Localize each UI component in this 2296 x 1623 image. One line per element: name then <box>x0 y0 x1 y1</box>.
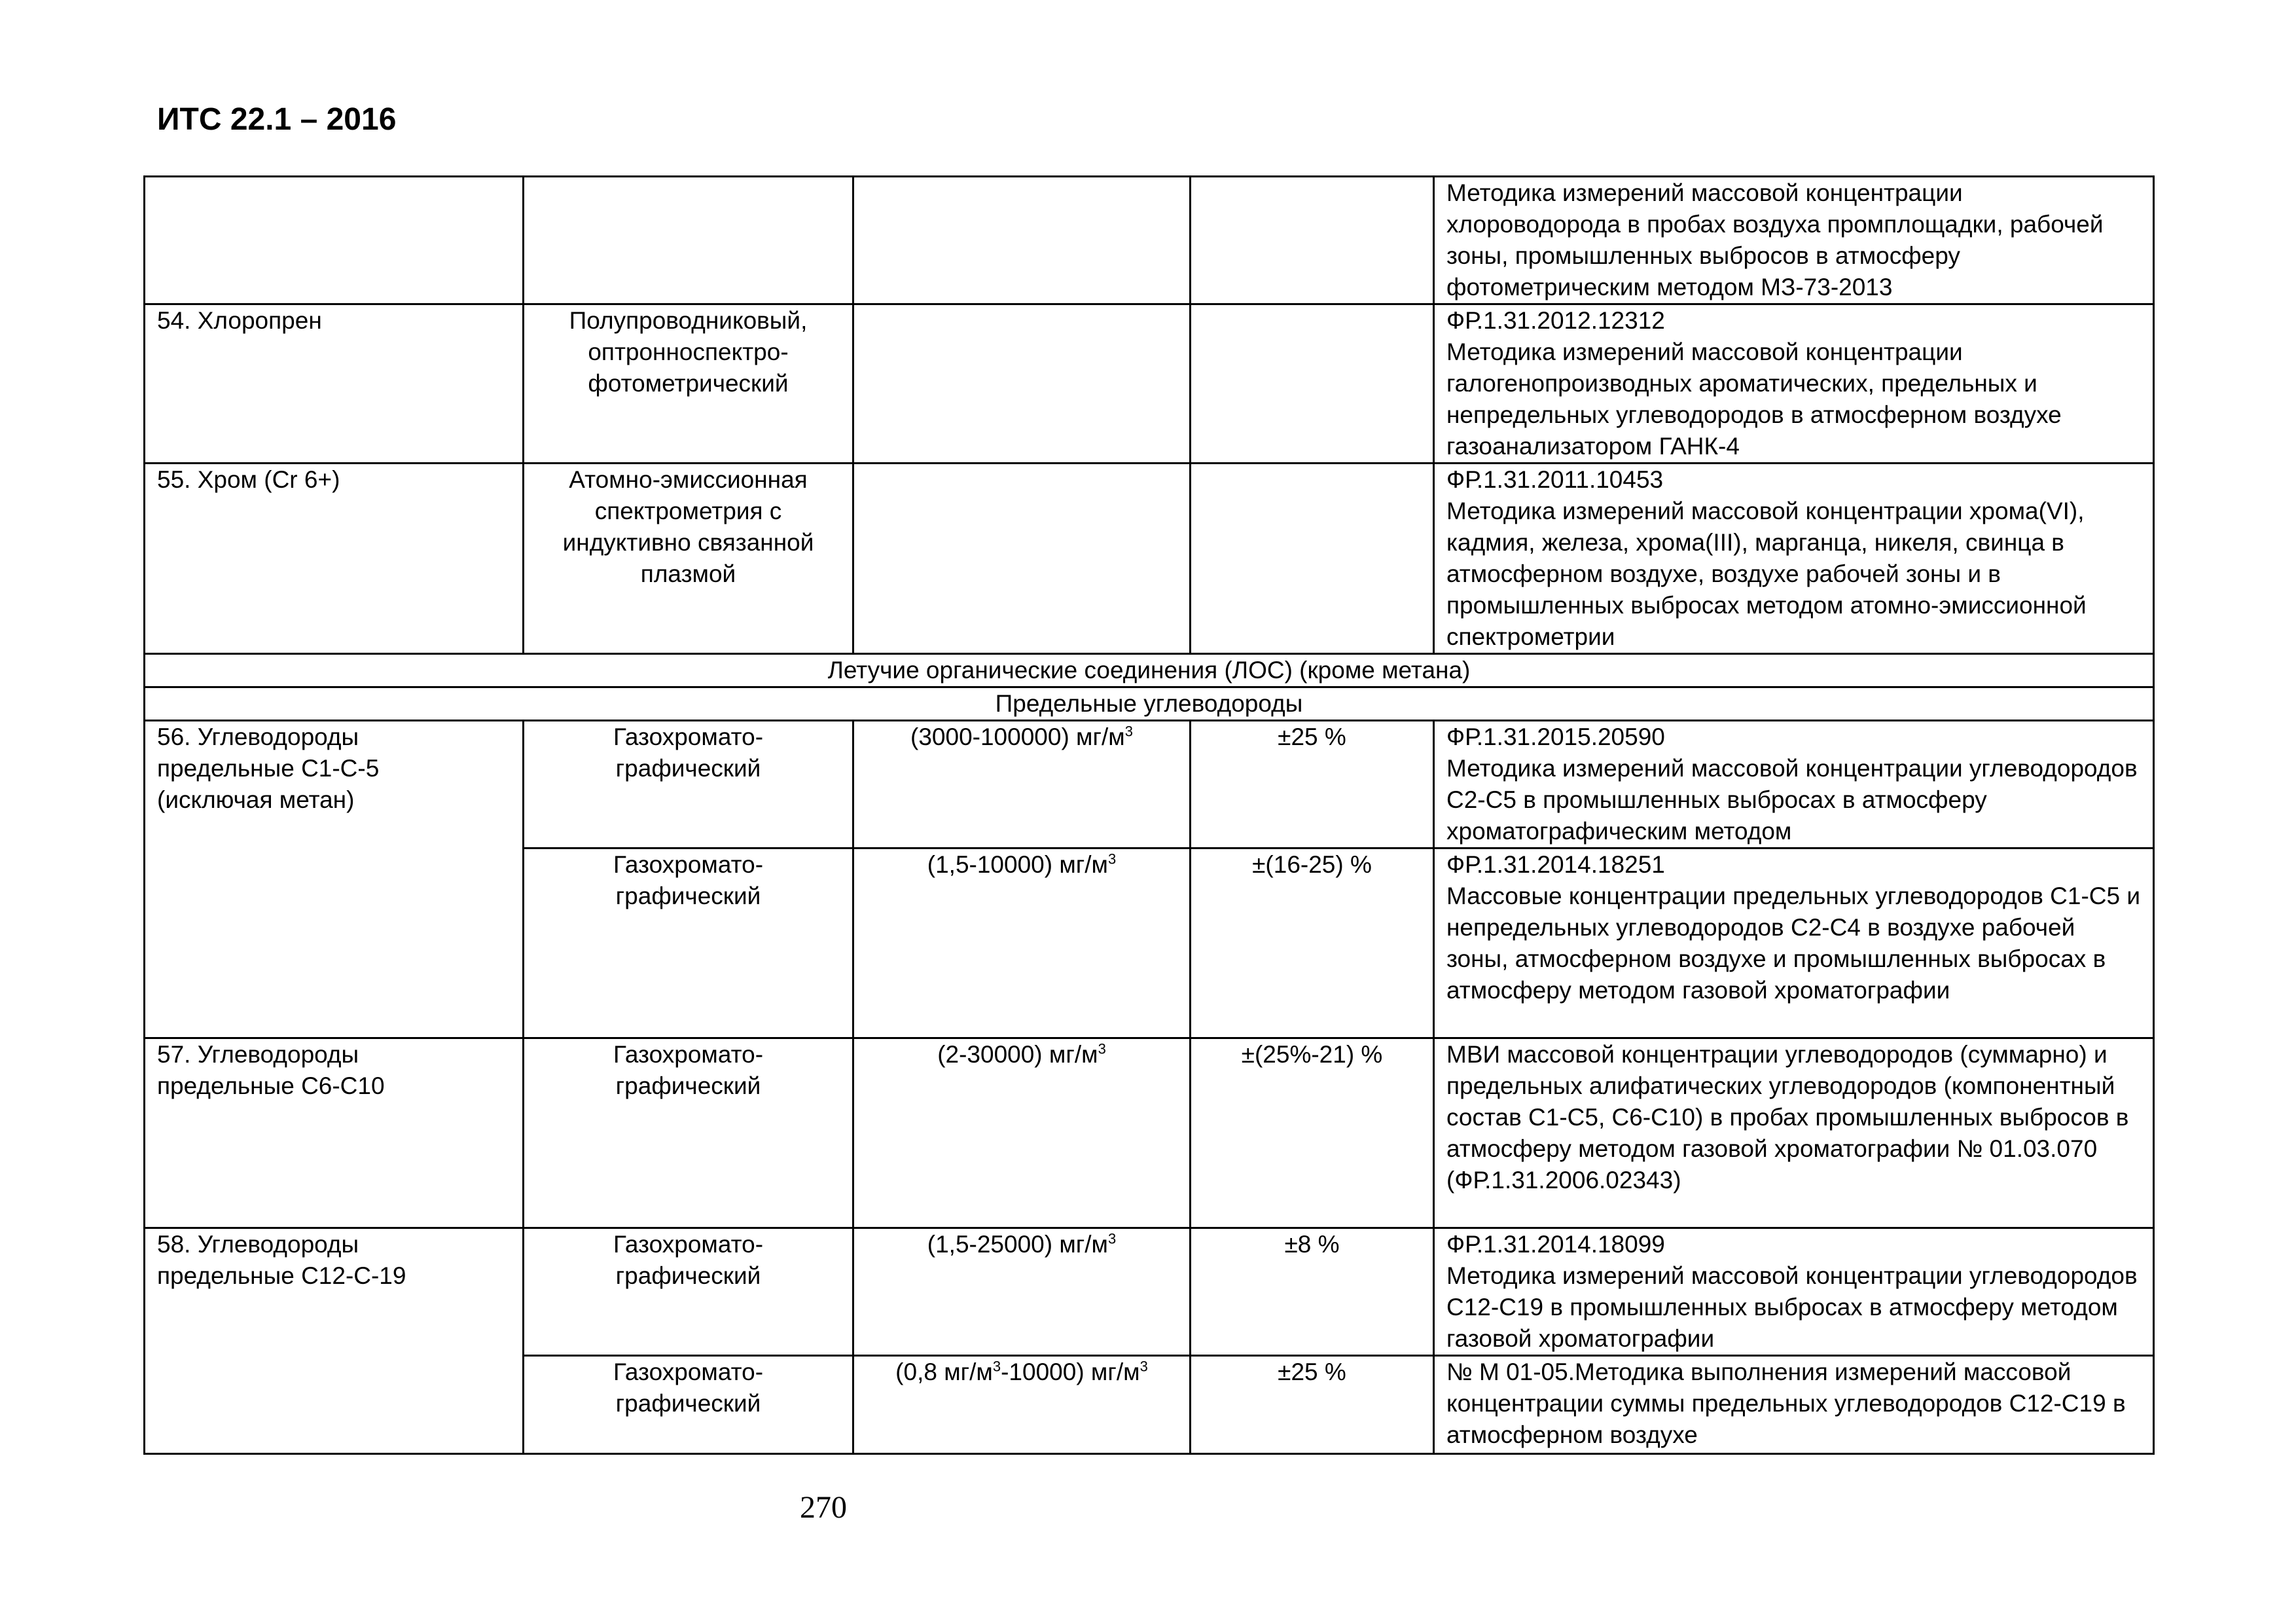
document-cell <box>1434 464 2154 654</box>
table-row <box>145 721 2154 848</box>
range-value: (1,5-10000) мг/м <box>927 851 1108 878</box>
document-description: Методика измерений массовой концентрации хлороводорода в пробах воздуха промплощадки, рабочей зоны, промышленных выбросов в атмосферу фотометрическим методом МЗ-73-2013 <box>1446 179 2104 301</box>
range-cell <box>853 1356 1191 1454</box>
methods-table <box>143 175 2155 1455</box>
substance-cell: 54. Хлоропрен <box>145 304 524 464</box>
range-cell <box>853 848 1191 1038</box>
document-code: ФР.1.31.2014.18251 <box>1446 851 1665 878</box>
error-cell <box>1191 177 1434 304</box>
range-value: (0,8 мг/м <box>895 1359 993 1385</box>
document-cell <box>1434 1228 2154 1356</box>
range-cell <box>853 177 1191 304</box>
document-cell <box>1434 177 2154 304</box>
range-exponent: 3 <box>1098 1040 1106 1057</box>
range-cell <box>853 721 1191 848</box>
document-code: ФР.1.31.2011.10453 <box>1446 466 1664 493</box>
substance-cell: 56. Углеводороды предельные С1-С-5 (исключая метан) <box>145 721 524 1038</box>
range-value: (2-30000) мг/м <box>937 1041 1098 1068</box>
page-number: 270 <box>800 1490 847 1525</box>
substance-cell: 55. Хром (Cr 6+) <box>145 464 524 654</box>
substance-cell <box>145 177 524 304</box>
error-cell: ±8 % <box>1191 1228 1434 1356</box>
subgroup-heading: Предельные углеводороды <box>145 687 2154 721</box>
document-description: Методика измерений массовой концентрации галогенопроизводных ароматических, предельных и непредельных углеводородов в атмосферном воздухе газоанализатором ГАНК-4 <box>1446 338 2062 460</box>
document-description: МВИ массовой концентрации углеводородов (суммарно) и предельных алифатических углеводородов (компонентный состав С1-С5, С6-С10) в пробах промышленных выбросов в атмосферу методом газовой хроматографии № 01.03.070 (ФР.1.31.2006.02343) <box>1446 1041 2129 1194</box>
method-cell: Полупроводниковый, оптронноспектро-фотометрический <box>524 304 853 464</box>
range-cell <box>853 1038 1191 1228</box>
method-cell: Газохромато- графический <box>524 1356 853 1454</box>
table-row <box>145 1038 2154 1228</box>
document-cell <box>1434 721 2154 848</box>
range-exponent: 3 <box>1107 850 1117 867</box>
range-exponent: 3 <box>1107 1230 1117 1247</box>
range-exponent: 3 <box>1124 723 1133 740</box>
substance-cell: 57. Углеводороды предельные С6-С10 <box>145 1038 524 1228</box>
range-exponent: 3 <box>1139 1358 1148 1375</box>
error-cell: ±(16-25) % <box>1191 848 1434 1038</box>
range-exponent: 3 <box>992 1358 1001 1375</box>
subgroup-heading-row <box>145 687 2154 721</box>
group-heading: Летучие органические соединения (ЛОС) (кроме метана) <box>145 654 2154 687</box>
range-cell <box>853 464 1191 654</box>
table-row <box>145 1228 2154 1356</box>
document-description: № М 01-05.Методика выполнения измерений массовой концентрации суммы предельных углеводородов С12-С19 в атмосферном воздухе <box>1446 1359 2126 1448</box>
error-cell: ±25 % <box>1191 1356 1434 1454</box>
range-value: (3000-100000) мг/м <box>910 723 1125 750</box>
document-cell <box>1434 1038 2154 1228</box>
document-code: ФР.1.31.2014.18099 <box>1446 1231 1665 1258</box>
error-cell: ±(25%-21) % <box>1191 1038 1434 1228</box>
document-description: Методика измерений массовой концентрации хрома(VI), кадмия, железа, хрома(III), марганца, никеля, свинца в атмосферном воздухе, воздухе рабочей зоны и в промышленных выбросах методом атомно-эмиссионной спектрометрии <box>1446 498 2087 650</box>
group-heading-row <box>145 654 2154 687</box>
document-description: Методика измерений массовой концентрации углеводородов С12-С19 в промышленных выбросах в атмосферу методом газовой хроматографии <box>1446 1262 2138 1352</box>
method-cell: Газохромато- графический <box>524 721 853 848</box>
error-cell <box>1191 304 1434 464</box>
document-cell <box>1434 304 2154 464</box>
method-cell: Газохромато- графический <box>524 1228 853 1356</box>
error-cell <box>1191 464 1434 654</box>
method-cell: Газохромато- графический <box>524 848 853 1038</box>
document-cell <box>1434 848 2154 1038</box>
document-header: ИТС 22.1 – 2016 <box>157 102 397 137</box>
table-row <box>145 464 2154 654</box>
range-value: (1,5-25000) мг/м <box>927 1231 1108 1258</box>
range-cell <box>853 304 1191 464</box>
range-cell <box>853 1228 1191 1356</box>
document-cell <box>1434 1356 2154 1454</box>
document-code: ФР.1.31.2015.20590 <box>1446 723 1665 750</box>
method-cell: Газохромато- графический <box>524 1038 853 1228</box>
document-code: ФР.1.31.2012.12312 <box>1446 307 1665 334</box>
document-description: Массовые концентрации предельных углеводородов С1-С5 и непредельных углеводородов С2-С4 в воздухе рабочей зоны, атмосферном воздухе и промышленных выбросах в атмосферу методом газовой хроматографии <box>1446 883 2141 1004</box>
method-cell: Атомно-эмиссионная спектрометрия с индуктивно связанной плазмой <box>524 464 853 654</box>
table-row <box>145 304 2154 464</box>
document-description: Методика измерений массовой концентрации углеводородов С2-С5 в промышленных выбросах в атмосферу хроматографическим методом <box>1446 755 2138 845</box>
error-cell: ±25 % <box>1191 721 1434 848</box>
method-cell <box>524 177 853 304</box>
table-row <box>145 177 2154 304</box>
substance-cell: 58. Углеводороды предельные С12-С-19 <box>145 1228 524 1454</box>
range-value: -10000) мг/м <box>1001 1359 1140 1385</box>
